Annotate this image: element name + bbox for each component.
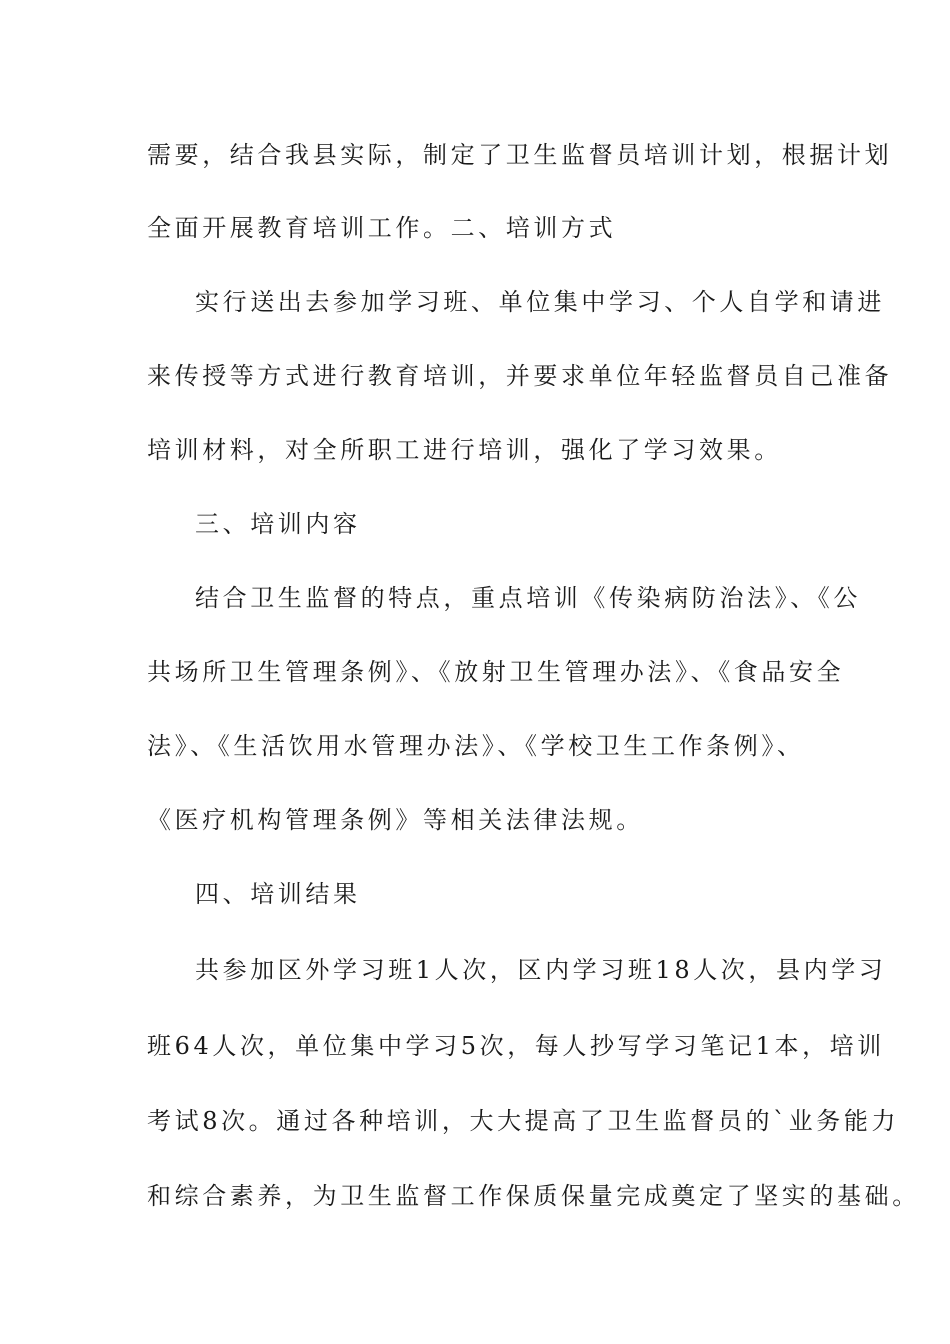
body-text-line: 考试8次。通过各种培训，大大提高了卫生监督员的`业务能力 [147, 1107, 900, 1135]
body-text-line: 需要，结合我县实际，制定了卫生监督员培训计划，根据计划 [147, 141, 893, 169]
section-heading: 四、培训结果 [195, 880, 361, 908]
body-text-line: 共参加区外学习班1人次，区内学习班18人次，县内学习 [195, 956, 887, 984]
body-text-line: 和综合素养，为卫生监督工作保质保量完成奠定了坚实的基础。 [147, 1182, 920, 1210]
body-text-line: 法》、《生活饮用水管理办法》、《学校卫生工作条例》、 [147, 732, 805, 760]
body-text-line: 培训材料，对全所职工进行培训，强化了学习效果。 [147, 436, 782, 464]
body-text-line: 全面开展教育培训工作。二、培训方式 [147, 214, 617, 242]
body-text-line: 来传授等方式进行教育培训，并要求单位年轻监督员自己准备 [147, 362, 893, 390]
body-text-line: 《医疗机构管理条例》等相关法律法规。 [147, 806, 644, 834]
body-text-line: 共场所卫生管理条例》、《放射卫生管理办法》、《食品安全 [147, 658, 845, 686]
body-text-line: 班64人次，单位集中学习5次，每人抄写学习笔记1本，培训 [147, 1032, 885, 1060]
body-text-line: 实行送出去参加学习班、单位集中学习、个人自学和请进 [195, 288, 885, 316]
section-heading: 三、培训内容 [195, 510, 361, 538]
body-text-line: 结合卫生监督的特点，重点培训《传染病防治法》、《公 [195, 584, 861, 612]
